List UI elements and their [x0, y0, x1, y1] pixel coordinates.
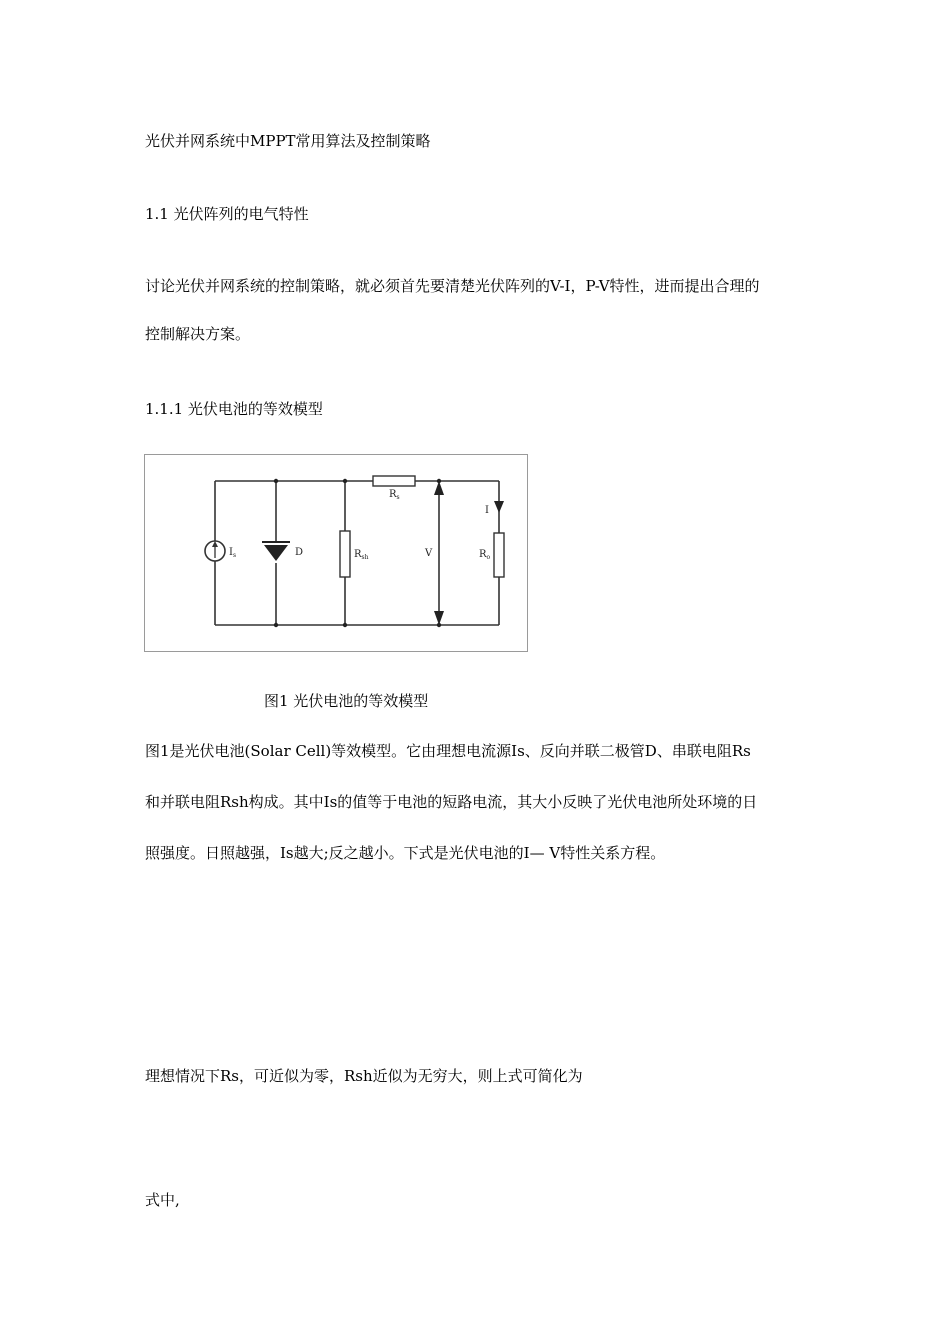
equivalent-circuit-figure: [144, 454, 528, 652]
equivalent-circuit-diagram: [145, 455, 529, 653]
load-resistor-symbol: [494, 533, 504, 577]
model-paragraph-line-2: 和并联电阻Rsh构成。其中Is的值等于电池的短路电流，其大小反映了光伏电池所处环境的日: [145, 793, 758, 811]
voltage-label: V: [425, 548, 433, 559]
model-paragraph-line-1: 图1是光伏电池(Solar Cell)等效模型。它由理想电流源Is、反向并联二极管D、串联电阻Rs: [145, 742, 751, 760]
intro-paragraph-line-2: 控制解决方案。: [145, 325, 251, 343]
voltage-arrow: [434, 481, 444, 625]
diode-label: D: [295, 547, 304, 558]
shunt-resistor-symbol: [340, 531, 350, 577]
document-title: 光伏并网系统中MPPT常用算法及控制策略: [145, 132, 431, 150]
output-current-label: I: [485, 505, 489, 516]
section-heading: 1.1 光伏阵列的电气特性: [145, 205, 309, 223]
diode-symbol: [262, 542, 290, 561]
load-resistor-label: $R_o$: [479, 549, 491, 561]
subsection-heading: 1.1.1 光伏电池的等效模型: [145, 400, 323, 418]
ideal-case-paragraph: 理想情况下Rs，可近似为零，Rsh近似为无穷大，则上式可简化为: [145, 1067, 583, 1085]
current-source-label: $I_s$: [229, 547, 237, 559]
intro-paragraph-line-1: 讨论光伏并网系统的控制策略，就必须首先要清楚光伏阵列的V-I，P-V特性，进而提出合理的: [145, 277, 760, 295]
series-resistor-symbol: [373, 476, 415, 486]
where-text: 式中,: [145, 1191, 180, 1209]
shunt-resistor-label: $R_{sh}$: [354, 549, 369, 561]
model-paragraph-line-3: 照强度。日照越强，Is越大;反之越小。下式是光伏电池的I— V特性关系方程。: [145, 844, 666, 862]
output-current-arrow: [494, 501, 504, 513]
current-source-symbol: [205, 541, 225, 561]
series-resistor-label: $R_s$: [389, 489, 400, 501]
figure-caption: 图1 光伏电池的等效模型: [264, 692, 429, 710]
